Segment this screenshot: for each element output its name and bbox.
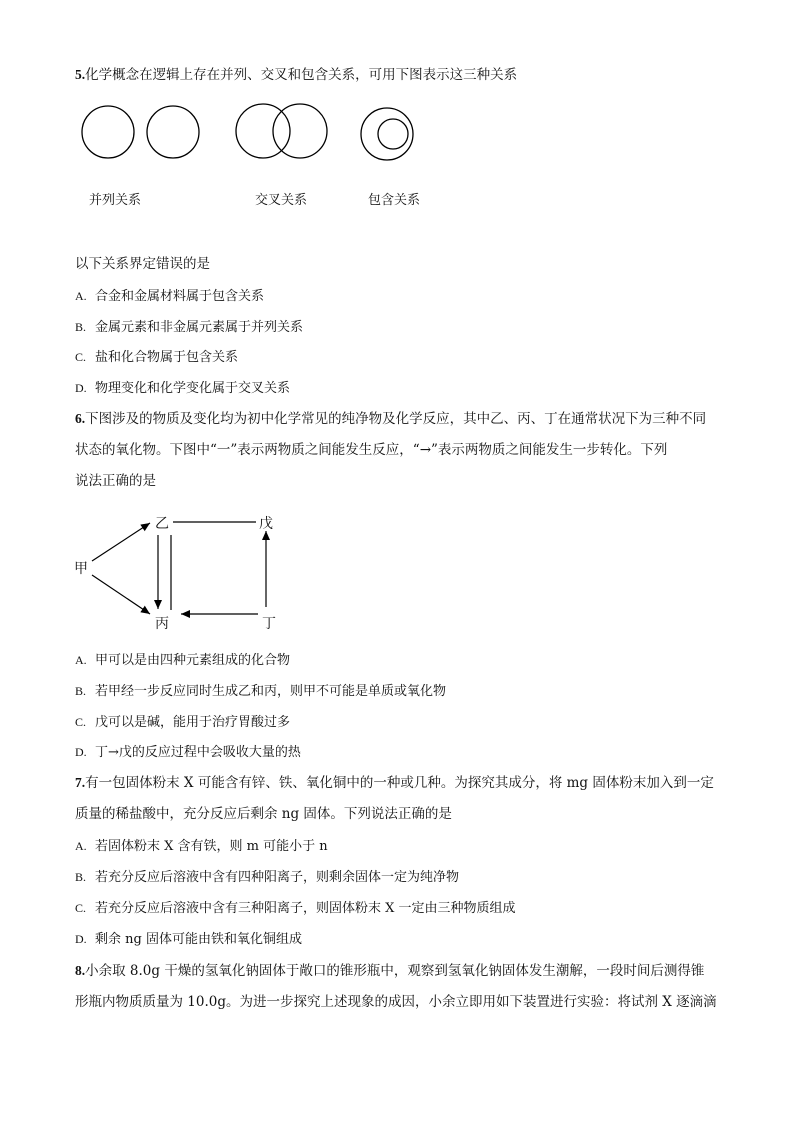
node-jia: 甲 bbox=[74, 561, 88, 577]
q7-option-c: C. 若充分反应后溶液中含有三种阳离子，则固体粉末 X 一定由三种物质组成 bbox=[75, 901, 516, 916]
q5-option-d: D. 物理变化和化学变化属于交叉关系 bbox=[75, 381, 291, 396]
arrow-jia-to-bing bbox=[92, 575, 150, 614]
label-parallel: 并列关系 bbox=[89, 193, 142, 208]
q7-stem-line-2: 质量的稀盐酸中，充分反应后剩余 ng 固体。下列说法正确的是 bbox=[75, 806, 452, 822]
q8-stem-line-2: 形瓶内物质质量为 10.0g。为进一步探究上述现象的成因，小余立即用如下装置进行实验：将试剂 X 逐滴滴 bbox=[75, 994, 717, 1010]
contain-circle-inner bbox=[378, 119, 408, 149]
parallel-circle-left bbox=[82, 106, 134, 158]
q6-option-d: D. 丁→戊的反应过程中会吸收大量的热 bbox=[75, 745, 301, 760]
label-intersect: 交叉关系 bbox=[255, 193, 308, 208]
q6-option-c: C. 戊可以是碱，能用于治疗胃酸过多 bbox=[75, 715, 291, 730]
arrow-jia-to-yi bbox=[92, 523, 150, 561]
q7-option-a: A. 若固体粉末 X 含有铁，则 m 可能小于 n bbox=[75, 839, 328, 854]
contain-circle-outer bbox=[361, 108, 413, 160]
intersect-circle-left bbox=[236, 104, 290, 158]
parallel-circle-right bbox=[147, 106, 199, 158]
q6-stem-line-2: 状态的氧化物。下图中“一”表示两物质之间能发生反应，“→”表示两物质之间能发生一步转化。下列 bbox=[75, 442, 668, 458]
node-ding: 丁 bbox=[262, 616, 276, 632]
q7-option-d: D. 剩余 ng 固体可能由铁和氧化铜组成 bbox=[75, 932, 302, 947]
q7-stem-line-1: 7.有一包固体粉末 X 可能含有锌、铁、氧化铜中的一种或几种。为探究其成分，将 mg 固体粉末加入到一定 bbox=[75, 775, 714, 791]
q5-stem: 5.化学概念在逻辑上存在并列、交叉和包含关系，可用下图表示这三种关系 bbox=[75, 67, 518, 83]
q6-stem-line-1: 6.下图涉及的物质及变化均为初中化学常见的纯净物及化学反应，其中乙、丙、丁在通常状况下为三种不同 bbox=[75, 411, 707, 427]
q6-option-a: A. 甲可以是由四种元素组成的化合物 bbox=[75, 653, 291, 668]
q8-stem-line-1: 8.小余取 8.0g 干燥的氢氧化钠固体于敞口的锥形瓶中，观察到氢氧化钠固体发生潮解，一段时间后测得锥 bbox=[75, 963, 705, 979]
node-bing: 丙 bbox=[155, 616, 169, 632]
q5-option-c: C. 盐和化合物属于包含关系 bbox=[75, 350, 239, 365]
intersect-circle-right bbox=[273, 104, 327, 158]
q5-option-a: A. 合金和金属材料属于包含关系 bbox=[75, 289, 265, 304]
node-yi: 乙 bbox=[155, 516, 169, 532]
q6-stem-line-3: 说法正确的是 bbox=[75, 473, 156, 489]
q5-prompt: 以下关系界定错误的是 bbox=[75, 256, 210, 272]
label-contain: 包含关系 bbox=[368, 193, 421, 208]
q7-option-b: B. 若充分反应后溶液中含有四种阳离子，则剩余固体一定为纯净物 bbox=[75, 870, 460, 885]
node-wu: 戊 bbox=[259, 516, 273, 532]
q6-option-b: B. 若甲经一步反应同时生成乙和丙，则甲不可能是单质或氧化物 bbox=[75, 684, 447, 699]
q5-option-b: B. 金属元素和非金属元素属于并列关系 bbox=[75, 320, 304, 335]
